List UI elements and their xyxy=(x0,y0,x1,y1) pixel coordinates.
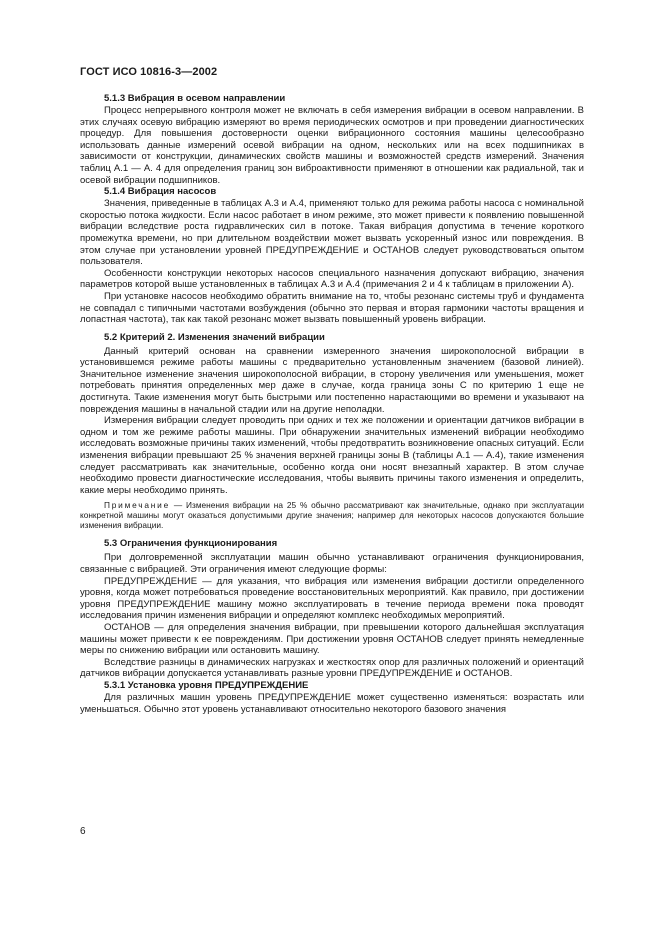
section-5-1-3-paragraph-1: Процесс непрерывного контроля может не включать в себя измерения вибрации в осевом направлении. В этих случаях осевую вибрацию измеряют во время периодических осмотров и при проведении диагностических процедур. Для повышения достоверности оценки вибрационного состояния машины целесообразно использовать данные измерений осевой вибрации на одном, нескольких или на всех подшипниках в зависимости от конструкции, динамических свойств машины и возможностей средств измерений. Значения таблиц А.1 — А. 4 для определения границ зон виброактивности применяют в отношении как радиальной, так и осевой вибрации подшипников. xyxy=(80,105,584,186)
section-5-1-4-title: 5.1.4 Вибрация насосов xyxy=(104,186,217,198)
section-5-3-1-paragraph-1: Для различных машин уровень ПРЕДУПРЕЖДЕНИЕ может существенно изменяться: возрастать или уменьшаться. Обычно этот уровень устанавливают относительно некоторого базового значения xyxy=(80,691,584,715)
section-5-3-title: 5.3 Ограничения функционирования xyxy=(104,538,278,550)
section-5-1-4-paragraph-2: Особенности конструкции некоторых насосов специального назначения допускают вибрацию, значения параметров которой выше установленных в таблицах А.3 и А.4 (примечания 2 и 4 к таблицам в приложении А). xyxy=(80,267,584,291)
note-text: — Изменения вибрации на 25 % обычно рассматривают как значительные, однако при эксплуатации конкретной машины могут оказаться допустимыми другие значения; например для некоторых насосов допускаются большие изменения вибрации. xyxy=(80,500,584,531)
section-5-3-paragraph-1: При долговременной эксплуатации машин обычно устанавливают ограничения функционирования, связанные с вибрацией. Эти ограничения имеют следующие формы: xyxy=(80,552,584,575)
section-5-3-paragraph-4: Вследствие разницы в динамических нагрузках и жесткостях опор для различных положений и ориентаций датчиков вибрации допускается устанавливать разные уровни ПРЕДУПРЕЖДЕНИЕ и ОСТАНОВ. xyxy=(80,656,584,680)
page-number: 6 xyxy=(80,826,86,837)
section-5-2-title: 5.2 Критерий 2. Изменения значений вибрации xyxy=(104,331,325,343)
note-paragraph xyxy=(80,500,584,530)
document-body xyxy=(80,93,584,715)
section-5-2-paragraph-1: Данный критерий основан на сравнении измеренного значения широкополосной вибрации в установившемся режиме работы машины с предварительно установленным значением (базовой линией). Значительное изменение значения широкополосной вибрации, в сторону увеличения или уменьшения, может потребовать принятия определенных мер даже в случае, когда граница зоны С по критерию 1 еще не достигнута. Такие изменения могут быть быстрыми или постепенно нарастающими во времени и указывают на повреждения машины в начальной стадии или на другие неполадки. xyxy=(80,345,584,415)
section-5-1-4-paragraph-3: При установке насосов необходимо обратить внимание на то, чтобы резонанс системы труб и фундамента не совпадал с типичными частотами возбуждения (обычно это первая и вторая гармоники частоты вращения и лопастная частота), так как такой резонанс может вызвать повышенный уровень вибрации. xyxy=(80,290,584,326)
section-5-1-4-paragraph-1: Значения, приведенные в таблицах А.3 и А.4, применяют только для режима работы насоса с номинальной скоростью потока жидкости. Если насос работает в ином режиме, это может привести к появлению повышенной вибрации вследствие роста гидравлических сил в потоке. Такая вибрация допустима в течение короткого промежутка времени, но при длительном воздействии может вызвать ускоренный износ или повреждения. В этом случае при установлении уровней ПРЕДУПРЕЖДЕНИЕ и ОСТАНОВ следует руководствоваться опытом пользователя. xyxy=(80,198,584,268)
section-5-3-paragraph-3: ОСТАНОВ — для определения значения вибрации, при превышении которого дальнейшая эксплуатация машины может привести к ее повреждениям. При достижении уровня ОСТАНОВ следует принять немедленные меры по снижению вибрации или остановить машину. xyxy=(80,621,584,657)
section-5-1-3-title: 5.1.3 Вибрация в осевом направлении xyxy=(104,93,286,104)
document-header: ГОСТ ИСО 10816-3—2002 xyxy=(80,66,218,78)
section-5-3-1-title: 5.3.1 Установка уровня ПРЕДУПРЕЖДЕНИЕ xyxy=(104,679,309,691)
note-label: Примечание xyxy=(104,500,171,511)
section-5-3-paragraph-2: ПРЕДУПРЕЖДЕНИЕ — для указания, что вибрация или изменения вибрации достигли определенного уровня, когда может потребоваться проведение восстановительных мероприятий. Как правило, при достижении уровня ПРЕДУПРЕЖДЕНИЕ машину можно эксплуатировать в течение периода времени пока проводят исследования причин изменения вибрации и определяют комплекс необходимых мероприятий. xyxy=(80,575,584,622)
section-5-2-paragraph-2: Измерения вибрации следует проводить при одних и тех же положении и ориентации датчиков вибрации в одном и том же режиме работы машины. При обнаружении значительных изменений вибрации необходимо исследовать возможные причины таких изменений, чтобы предотвратить возникновение опасных ситуаций. Если изменения вибрации превышают 25 % значения верхней границы зоны В (таблицы А.1 — А.4), такие изменения следует рассматривать как значительные, особенно когда они носят внезапный характер. В этом случае необходимо провести диагностические исследования, чтобы выявить причины такого изменения и определить, какие меры необходимо принять. xyxy=(80,415,584,496)
